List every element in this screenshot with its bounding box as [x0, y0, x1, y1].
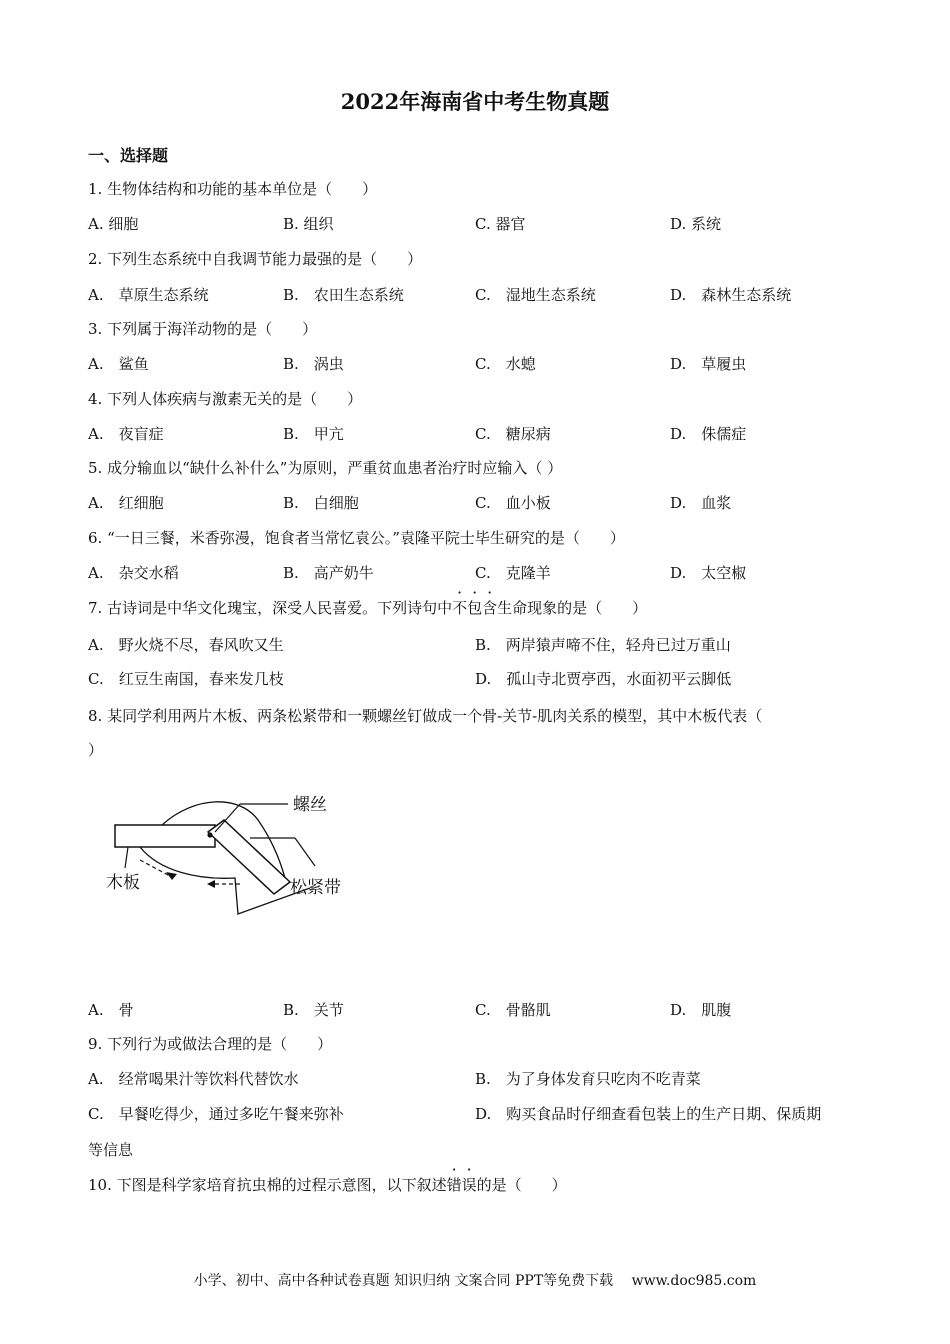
question-4-option-c: C. 糖尿病 [475, 425, 551, 443]
question-9-option-d-wrap: 等信息 [88, 1141, 134, 1159]
question-10-stem-start: 10. 下图是科学家培育抗虫棉的过程示意图，以下叙述 [88, 1176, 447, 1194]
question-2-option-b: B. 农田生态系统 [283, 286, 404, 304]
label-screw: 螺丝 [293, 795, 327, 815]
question-8-stem-line2: ） [88, 741, 104, 759]
question-7-option-c: C. 红豆生南国，春来发几枝 [88, 670, 284, 688]
question-9-option-d: D. 购买食品时仔细查看包装上的生产日期、保质期 [475, 1105, 822, 1123]
question-3-option-c: C. 水螅 [475, 355, 536, 373]
question-5-stem: 5. 成分输血以“缺什么补什么”为原则，严重贫血患者治疗时应输入（ ） [88, 459, 563, 477]
emphasis-char: 错 [446, 1176, 462, 1194]
question-2-option-c: C. 湿地生态系统 [475, 286, 596, 304]
question-8-option-c: C. 骨骼肌 [475, 1001, 551, 1019]
question-7-option-a: A. 野火烧不尽，春风吹又生 [88, 636, 284, 654]
page-footer: 小学、初中、高中各种试卷真题 知识归纳 文案合同 PPT等免费下载 www.doc985.com [193, 1273, 757, 1289]
label-band: 松紧带 [290, 878, 341, 898]
question-2-option-a: A. 草原生态系统 [88, 286, 209, 304]
question-4-option-a: A. 夜盲症 [88, 425, 164, 443]
question-2-stem: 2. 下列生态系统中自我调节能力最强的是（ ） [88, 250, 423, 268]
page-title: 2022年海南省中考生物真题 [340, 89, 610, 114]
question-4-stem: 4. 下列人体疾病与激素无关的是（ ） [88, 390, 363, 408]
question-5-option-d: D. 血浆 [670, 494, 732, 512]
section-heading: 一、选择题 [88, 146, 169, 165]
question-8-stem: 8. 某同学利用两片木板、两条松紧带和一颗螺丝钉做成一个骨-关节-肌肉关系的模型，其中木板代表（ [88, 707, 763, 725]
question-1-stem: 1. 生物体结构和功能的基本单位是（ ） [88, 180, 378, 198]
question-10-stem-end: 的是（ ） [476, 1176, 567, 1194]
question-3-option-d: D. 草履虫 [670, 355, 747, 373]
question-8-option-b: B. 关节 [283, 1001, 344, 1019]
question-9-stem: 9. 下列行为或做法合理的是（ ） [88, 1035, 333, 1053]
question-6-option-c: C. 克隆羊 [475, 564, 551, 582]
question-2-option-d: D. 森林生态系统 [670, 286, 792, 304]
emphasis-char: 误 [461, 1176, 477, 1194]
question-7-stem-end: 生命现象的是（ ） [497, 599, 648, 617]
question-6-option-d: D. 太空椒 [670, 564, 747, 582]
question-3-option-b: B. 涡虫 [283, 355, 344, 373]
emphasis-char: 包 [467, 599, 483, 617]
question-4-option-d: D. 侏儒症 [670, 425, 747, 443]
question-7-stem [88, 597, 647, 618]
question-4-option-b: B. 甲亢 [283, 425, 344, 443]
question-1-option-c: C. 器官 [475, 215, 526, 233]
question-9-option-c: C. 早餐吃得少，通过多吃午餐来弥补 [88, 1105, 344, 1123]
question-7-stem-start: 7. 古诗词是中华文化瑰宝，深受人民喜爱。下列诗句中 [88, 599, 453, 617]
emphasis-char: 含 [482, 599, 498, 617]
question-5-option-a: A. 红细胞 [88, 494, 164, 512]
question-1-option-a: A. 细胞 [88, 215, 139, 233]
question-1-option-d: D. 系统 [670, 215, 722, 233]
question-8-option-d: D. 肌腹 [670, 1001, 732, 1019]
question-7-option-b: B. 两岸猿声啼不住，轻舟已过万重山 [475, 636, 731, 654]
horizontal-board [115, 825, 215, 847]
question-3-stem: 3. 下列属于海洋动物的是（ ） [88, 320, 318, 338]
arrow-icon [166, 872, 177, 880]
question-6-option-b: B. 高产奶牛 [283, 564, 374, 582]
question-9-option-b: B. 为了身体发育只吃肉不吃青菜 [475, 1070, 701, 1088]
question-6-stem: 6. “一日三餐，米香弥漫，饱食者当常忆袁公。”袁隆平院士毕生研究的是（ ） [88, 529, 625, 547]
question-10-stem [88, 1174, 567, 1195]
question-6-option-a: A. 杂交水稻 [88, 564, 179, 582]
emphasis-char: 不 [452, 599, 468, 617]
question-1-option-b: B. 组织 [283, 215, 334, 233]
screw-dot [207, 832, 212, 837]
question-7-option-d: D. 孤山寺北贾亭西，水面初平云脚低 [475, 670, 732, 688]
question-3-option-a: A. 鲨鱼 [88, 355, 149, 373]
question-9-option-a: A. 经常喝果汁等饮料代替饮水 [88, 1070, 299, 1088]
question-5-option-b: B. 白细胞 [283, 494, 359, 512]
question-5-option-c: C. 血小板 [475, 494, 551, 512]
arrow-icon [207, 880, 215, 888]
question-8-option-a: A. 骨 [88, 1001, 134, 1019]
bone-joint-muscle-model-diagram [100, 780, 360, 930]
label-board: 木板 [106, 873, 140, 893]
